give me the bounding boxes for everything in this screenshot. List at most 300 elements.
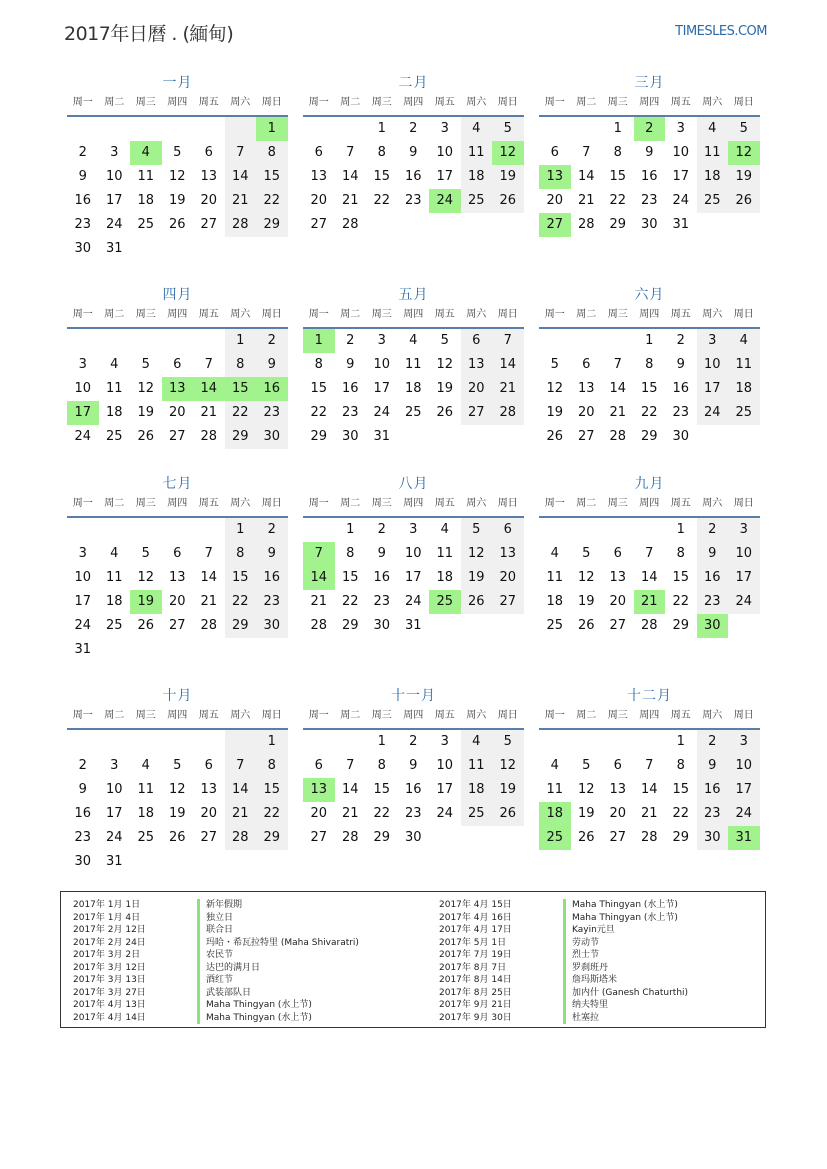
weekday-header — [539, 93, 760, 117]
weekday-label: 周六 — [230, 97, 251, 108]
weekday-label: 周二 — [576, 710, 597, 721]
empty-cell — [162, 730, 194, 754]
empty-cell — [67, 329, 99, 353]
day-cell: 9 — [346, 357, 355, 372]
day-cell: 8 — [377, 145, 386, 160]
day-cell: 5 — [492, 730, 524, 754]
weekday-label: 周一 — [544, 97, 565, 108]
day-cell: 4 — [141, 758, 150, 773]
day-cell: 19 — [436, 381, 454, 396]
week-row — [303, 826, 524, 850]
holiday-date: 2017年 8月 14日 — [439, 975, 512, 985]
empty-cell — [571, 730, 603, 754]
day-cell: 26 — [492, 802, 524, 826]
day-cell: 12 — [137, 381, 155, 396]
day-cell: 16 — [74, 193, 92, 208]
day-cell: 26 — [577, 830, 595, 845]
day-cell: 1 — [225, 518, 257, 542]
day-cell: 9 — [697, 754, 729, 778]
week-row — [539, 189, 760, 213]
day-cell: 17 — [436, 169, 454, 184]
day-cell: 27 — [492, 590, 524, 614]
week-row — [303, 518, 524, 542]
day-cell: 31 — [105, 854, 123, 869]
day-cell: 9 — [78, 169, 87, 184]
day-cell: 10 — [436, 145, 454, 160]
weekday-label: 周五 — [670, 309, 691, 320]
empty-cell — [398, 425, 430, 449]
week-row — [303, 329, 524, 353]
weekday-header — [303, 305, 524, 329]
empty-cell — [256, 638, 288, 662]
day-cell: 30 — [640, 217, 658, 232]
empty-cell — [162, 518, 194, 542]
week-row — [539, 542, 760, 566]
day-cell: 16 — [697, 778, 729, 802]
weekday-label: 周二 — [104, 710, 125, 721]
weekday-label: 周日 — [733, 97, 754, 108]
week-row — [67, 614, 288, 638]
day-cell: 20 — [310, 806, 328, 821]
weekday-label: 周三 — [371, 498, 392, 509]
day-cell: 30 — [256, 425, 288, 449]
empty-cell — [225, 850, 257, 874]
day-cell: 21 — [200, 405, 218, 420]
day-cell: 30 — [672, 429, 690, 444]
day-cell: 2 — [346, 333, 355, 348]
holiday-name: 杜塞拉 — [563, 1012, 599, 1025]
holiday-row — [439, 962, 739, 975]
month-calendar — [303, 285, 524, 449]
day-cell: 7 — [492, 329, 524, 353]
day-cell: 3 — [110, 145, 119, 160]
day-cell: 17 — [436, 782, 454, 797]
day-cell: 2 — [697, 518, 729, 542]
day-cell: 8 — [676, 758, 685, 773]
day-cell: 15 — [225, 566, 257, 590]
holiday-row — [73, 937, 373, 950]
day-cell: 11 — [436, 546, 454, 561]
week-row — [67, 638, 288, 662]
holiday-date: 2017年 4月 15日 — [439, 900, 512, 910]
day-cell: 7 — [303, 542, 335, 566]
empty-cell — [335, 730, 367, 754]
week-row — [67, 590, 288, 614]
weekday-label: 周五 — [198, 498, 219, 509]
day-cell: 22 — [609, 193, 627, 208]
day-cell: 26 — [168, 217, 186, 232]
weekday-label: 周日 — [497, 309, 518, 320]
day-cell: 11 — [697, 141, 729, 165]
month-name: 九月 — [634, 476, 665, 492]
day-cell: 15 — [672, 570, 690, 585]
month-calendar — [67, 285, 288, 449]
empty-cell — [225, 237, 257, 261]
day-cell: 6 — [173, 546, 182, 561]
day-cell: 3 — [440, 734, 449, 749]
week-row — [67, 213, 288, 237]
day-cell: 19 — [168, 193, 186, 208]
day-cell: 23 — [404, 806, 422, 821]
day-cell: 9 — [697, 542, 729, 566]
month-calendar — [67, 686, 288, 874]
day-cell: 6 — [613, 758, 622, 773]
holiday-date: 2017年 1月 1日 — [73, 900, 141, 910]
day-cell: 25 — [404, 405, 422, 420]
day-cell: 6 — [314, 145, 323, 160]
day-cell: 18 — [539, 802, 571, 826]
weekday-label: 周五 — [670, 97, 691, 108]
day-cell: 28 — [225, 826, 257, 850]
day-cell: 21 — [640, 806, 658, 821]
day-cell: 27 — [609, 830, 627, 845]
month-name: 六月 — [634, 287, 665, 303]
weekday-label: 周日 — [497, 97, 518, 108]
day-cell: 12 — [168, 782, 186, 797]
day-cell: 30 — [373, 618, 391, 633]
day-cell: 14 — [303, 566, 335, 590]
day-cell: 29 — [672, 830, 690, 845]
day-cell: 29 — [225, 614, 257, 638]
day-cell: 4 — [728, 329, 760, 353]
empty-cell — [398, 213, 430, 237]
day-cell: 30 — [341, 429, 359, 444]
holiday-row — [439, 924, 739, 937]
day-cell: 19 — [137, 405, 155, 420]
empty-cell — [728, 614, 760, 638]
empty-cell — [67, 518, 99, 542]
day-cell: 17 — [67, 401, 99, 425]
weekday-label: 周一 — [308, 97, 329, 108]
day-cell: 23 — [697, 802, 729, 826]
day-cell: 4 — [110, 357, 119, 372]
day-cell: 19 — [168, 806, 186, 821]
day-cell: 22 — [373, 193, 391, 208]
day-cell: 17 — [74, 594, 92, 609]
day-cell: 8 — [314, 357, 323, 372]
month-calendar — [539, 73, 760, 237]
day-cell: 28 — [640, 830, 658, 845]
day-cell: 11 — [546, 570, 564, 585]
day-cell: 14 — [200, 570, 218, 585]
day-cell: 24 — [728, 802, 760, 826]
day-cell: 20 — [546, 193, 564, 208]
day-cell: 2 — [634, 117, 666, 141]
empty-cell — [461, 826, 493, 850]
weekday-label: 周五 — [670, 498, 691, 509]
holiday-name: 劳动节 — [563, 937, 599, 950]
holiday-row — [73, 924, 373, 937]
day-cell: 24 — [105, 217, 123, 232]
holiday-date: 2017年 5月 1日 — [439, 937, 507, 948]
day-cell: 6 — [314, 758, 323, 773]
day-cell: 4 — [440, 522, 449, 537]
day-cell: 19 — [728, 165, 760, 189]
week-row — [67, 377, 288, 401]
month-name: 一月 — [162, 75, 193, 91]
day-cell: 9 — [377, 546, 386, 561]
day-cell: 8 — [346, 546, 355, 561]
holiday-date: 2017年 9月 30日 — [439, 1012, 512, 1023]
week-row — [67, 401, 288, 425]
day-cell: 18 — [105, 405, 123, 420]
day-cell: 27 — [310, 217, 328, 232]
day-cell: 23 — [672, 405, 690, 420]
day-cell: 21 — [341, 806, 359, 821]
holiday-name: Maha Thingyan (水上节) — [197, 1012, 312, 1025]
day-cell: 7 — [582, 145, 591, 160]
day-cell: 6 — [550, 145, 559, 160]
day-cell: 25 — [728, 401, 760, 425]
week-row — [539, 518, 760, 542]
weekday-label: 周六 — [702, 498, 723, 509]
day-cell: 28 — [640, 618, 658, 633]
day-cell: 18 — [728, 377, 760, 401]
day-cell: 31 — [74, 642, 92, 657]
weekday-label: 周二 — [576, 97, 597, 108]
day-cell: 8 — [225, 353, 257, 377]
day-cell: 2 — [676, 333, 685, 348]
weekday-label: 周六 — [466, 309, 487, 320]
week-row — [303, 730, 524, 754]
day-cell: 31 — [105, 241, 123, 256]
day-cell: 12 — [168, 169, 186, 184]
day-cell: 30 — [404, 830, 422, 845]
day-cell: 15 — [672, 782, 690, 797]
empty-cell — [335, 117, 367, 141]
day-cell: 4 — [550, 546, 559, 561]
holiday-row — [439, 937, 739, 950]
day-cell: 4 — [697, 117, 729, 141]
weekday-label: 周四 — [167, 498, 188, 509]
week-row — [539, 754, 760, 778]
day-cell: 22 — [256, 802, 288, 826]
day-cell: 5 — [141, 357, 150, 372]
day-cell: 31 — [373, 429, 391, 444]
holiday-date: 2017年 2月 24日 — [73, 937, 146, 948]
day-cell: 20 — [492, 566, 524, 590]
holiday-row — [73, 974, 373, 987]
week-row — [539, 590, 760, 614]
weekday-label: 周二 — [104, 498, 125, 509]
holiday-date: 2017年 4月 16日 — [439, 912, 512, 923]
day-cell: 1 — [303, 329, 335, 353]
day-cell: 27 — [461, 401, 493, 425]
day-cell: 4 — [409, 333, 418, 348]
day-cell: 4 — [461, 730, 493, 754]
empty-cell — [225, 638, 257, 662]
weekday-label: 周二 — [104, 97, 125, 108]
day-cell: 20 — [168, 594, 186, 609]
day-cell: 11 — [105, 381, 123, 396]
empty-cell — [461, 614, 493, 638]
day-cell: 11 — [404, 357, 422, 372]
weekday-header — [539, 706, 760, 730]
empty-cell — [67, 730, 99, 754]
day-cell: 30 — [74, 854, 92, 869]
day-cell: 24 — [672, 193, 690, 208]
day-cell: 5 — [550, 357, 559, 372]
weekday-label: 周四 — [639, 97, 660, 108]
day-cell: 23 — [256, 401, 288, 425]
holiday-date: 2017年 4月 17日 — [439, 925, 512, 935]
holiday-column-1 — [73, 899, 373, 1024]
day-cell: 9 — [409, 758, 418, 773]
weekday-label: 周一 — [72, 498, 93, 509]
day-cell: 13 — [492, 542, 524, 566]
day-cell: 12 — [577, 570, 595, 585]
holiday-row — [439, 899, 739, 912]
day-cell: 21 — [225, 189, 257, 213]
day-cell: 8 — [256, 754, 288, 778]
day-cell: 2 — [377, 522, 386, 537]
holiday-name: 独立日 — [197, 912, 233, 925]
day-cell: 5 — [440, 333, 449, 348]
day-cell: 13 — [609, 782, 627, 797]
holiday-date: 2017年 7月 19日 — [439, 950, 512, 960]
empty-cell — [99, 730, 131, 754]
holiday-row — [439, 999, 739, 1012]
empty-cell — [130, 850, 162, 874]
empty-cell — [99, 638, 131, 662]
empty-cell — [193, 850, 225, 874]
day-cell: 16 — [256, 566, 288, 590]
weekday-label: 周五 — [198, 309, 219, 320]
day-cell: 2 — [78, 758, 87, 773]
day-cell: 19 — [492, 778, 524, 802]
day-cell: 3 — [78, 357, 87, 372]
site-link[interactable]: TIMESLES.COM — [675, 24, 767, 39]
day-cell: 24 — [436, 806, 454, 821]
holiday-name: 詹玛斯塔米 — [563, 974, 617, 987]
weekday-label: 周四 — [167, 309, 188, 320]
day-cell: 23 — [341, 405, 359, 420]
holiday-list — [60, 891, 766, 1028]
weekday-label: 周三 — [607, 498, 628, 509]
empty-cell — [697, 213, 729, 237]
day-cell: 17 — [373, 381, 391, 396]
day-cell: 27 — [168, 429, 186, 444]
weekday-label: 周日 — [733, 498, 754, 509]
day-cell: 19 — [577, 806, 595, 821]
day-cell: 21 — [577, 193, 595, 208]
empty-cell — [130, 638, 162, 662]
day-cell: 10 — [404, 546, 422, 561]
day-cell: 2 — [409, 121, 418, 136]
weekday-header — [303, 93, 524, 117]
day-cell: 25 — [105, 618, 123, 633]
day-cell: 23 — [373, 594, 391, 609]
day-cell: 20 — [609, 594, 627, 609]
holiday-row — [439, 987, 739, 1000]
holiday-date: 2017年 8月 7日 — [439, 962, 507, 973]
holiday-name: Maha Thingyan (水上节) — [197, 999, 312, 1012]
day-cell: 8 — [377, 758, 386, 773]
day-cell: 16 — [256, 377, 288, 401]
day-cell: 10 — [436, 758, 454, 773]
day-cell: 13 — [168, 570, 186, 585]
empty-cell — [429, 213, 461, 237]
day-cell: 21 — [492, 377, 524, 401]
day-cell: 10 — [728, 754, 760, 778]
day-cell: 26 — [461, 590, 493, 614]
day-cell: 9 — [676, 357, 685, 372]
holiday-date: 2017年 9月 21日 — [439, 1000, 512, 1010]
day-cell: 15 — [256, 778, 288, 802]
day-cell: 12 — [461, 542, 493, 566]
day-cell: 25 — [105, 429, 123, 444]
weekday-label: 周四 — [167, 97, 188, 108]
holiday-row — [73, 949, 373, 962]
week-row — [67, 826, 288, 850]
week-row — [67, 518, 288, 542]
week-row — [67, 165, 288, 189]
day-cell: 22 — [373, 806, 391, 821]
weekday-header — [539, 494, 760, 518]
month-calendar — [303, 474, 524, 638]
day-cell: 17 — [105, 806, 123, 821]
day-cell: 17 — [728, 778, 760, 802]
week-row — [539, 401, 760, 425]
month-name: 二月 — [398, 75, 429, 91]
day-cell: 25 — [697, 189, 729, 213]
day-cell: 1 — [225, 329, 257, 353]
holiday-name: 纳夫特里 — [563, 999, 608, 1012]
day-cell: 11 — [137, 169, 155, 184]
day-cell: 11 — [728, 353, 760, 377]
month-name: 三月 — [634, 75, 665, 91]
day-cell: 6 — [582, 357, 591, 372]
month-name: 七月 — [162, 476, 193, 492]
week-row — [303, 590, 524, 614]
day-cell: 7 — [204, 357, 213, 372]
day-cell: 16 — [672, 381, 690, 396]
weekday-label: 周六 — [466, 97, 487, 108]
day-cell: 5 — [728, 117, 760, 141]
day-cell: 1 — [346, 522, 355, 537]
day-cell: 16 — [341, 381, 359, 396]
day-cell: 24 — [74, 618, 92, 633]
weekday-label: 周日 — [733, 309, 754, 320]
day-cell: 6 — [492, 518, 524, 542]
day-cell: 27 — [310, 830, 328, 845]
day-cell: 24 — [105, 830, 123, 845]
weekday-label: 周一 — [544, 498, 565, 509]
week-row — [539, 425, 760, 449]
day-cell: 27 — [168, 618, 186, 633]
day-cell: 29 — [256, 826, 288, 850]
week-row — [539, 778, 760, 802]
day-cell: 5 — [582, 546, 591, 561]
empty-cell — [99, 117, 131, 141]
day-cell: 7 — [204, 546, 213, 561]
empty-cell — [539, 518, 571, 542]
day-cell: 15 — [373, 169, 391, 184]
weekday-label: 周六 — [230, 309, 251, 320]
month-calendar — [303, 73, 524, 237]
day-cell: 1 — [256, 117, 288, 141]
day-cell: 3 — [78, 546, 87, 561]
holiday-row — [439, 1012, 739, 1025]
day-cell: 13 — [162, 377, 194, 401]
day-cell: 14 — [341, 169, 359, 184]
week-row — [303, 614, 524, 638]
day-cell: 10 — [105, 169, 123, 184]
day-cell: 28 — [225, 213, 257, 237]
day-cell: 27 — [609, 618, 627, 633]
week-row — [67, 730, 288, 754]
day-cell: 26 — [546, 429, 564, 444]
